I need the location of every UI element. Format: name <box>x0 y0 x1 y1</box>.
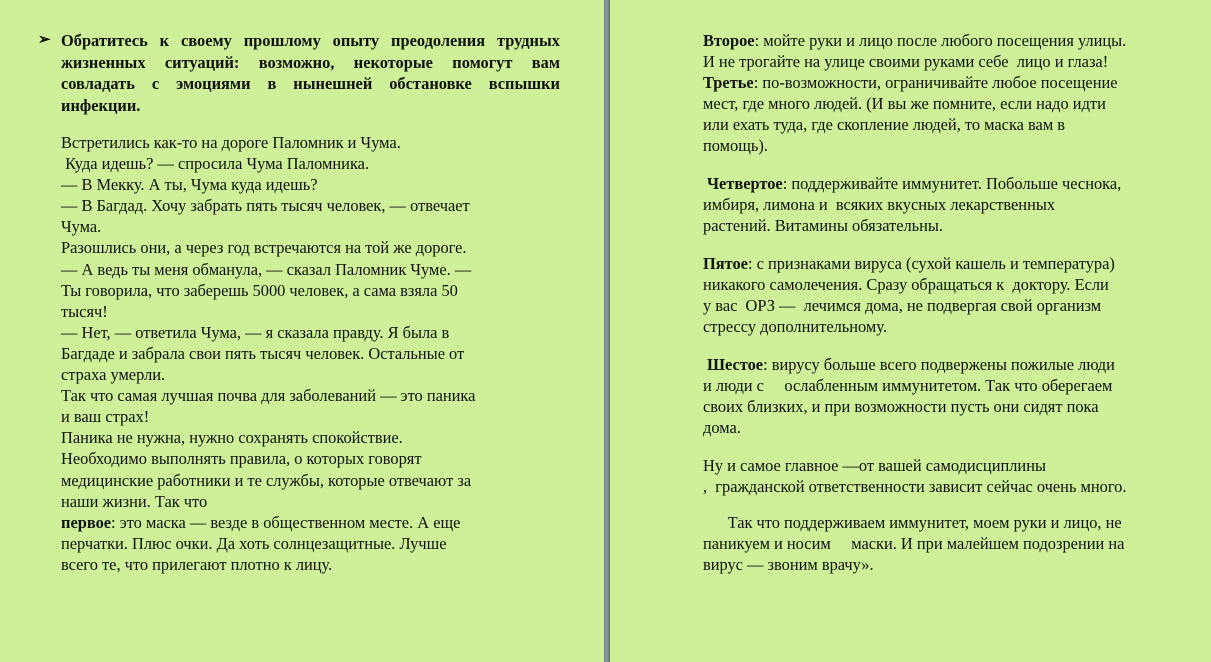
story-line: Необходимо выполнять правила, о которых говорят <box>61 449 422 469</box>
story-line: Куда идешь? — спросила Чума Паломника. <box>61 154 370 174</box>
rule-third-line: мест, где много людей. (И вы же помните, если надо идти <box>703 94 1106 114</box>
rule-sixth-block <box>703 354 1203 438</box>
story-line: страха умерли. <box>61 365 166 385</box>
story-line: — А ведь ты меня обманула, — сказал Паломник Чуме. — <box>61 259 472 279</box>
story-line: Ты говорила, что заберешь 5000 человек, а сама взяла 50 <box>61 280 458 300</box>
rule-sixth-line: дома. <box>703 418 741 438</box>
main-point-block <box>703 455 1203 497</box>
main-point-line: Ну и самое главное —от вашей самодисциплины <box>703 456 1046 475</box>
rule-third <box>703 72 1203 93</box>
rule-fourth-text: : поддерживайте иммунитет. Побольше чеснока, <box>782 174 1122 193</box>
conclusion-block <box>703 512 1203 575</box>
rule-fourth-line: имбиря, лимона и всяких вкусных лекарственных <box>703 195 1056 215</box>
rule-sixth <box>703 354 1203 375</box>
bullet-heading <box>38 30 560 116</box>
story-line: наши жизни. Так что <box>61 491 208 511</box>
story-line: и ваш страх! <box>61 407 150 427</box>
story-line: Чума. <box>61 217 102 237</box>
rule-third-line: помощь). <box>703 136 768 156</box>
story-line: — Нет, — ответила Чума, — я сказала правду. Я была в <box>61 322 450 342</box>
story-line: — В Багдад. Хочу забрать пять тысяч человек, — отвечает <box>61 196 470 216</box>
story-line: медицинские работники и те службы, которые отвечают за <box>61 470 472 490</box>
rule-fifth-line: никакого самолечения. Сразу обращаться к доктору. Если <box>703 275 1109 295</box>
story-line: Так что самая лучшая почва для заболеваний — это паника <box>61 386 476 406</box>
rule-fourth-block <box>703 173 1203 236</box>
conclusion-line: Так что поддерживаем иммунитет, моем руки и лицо, не <box>703 513 1122 532</box>
rule-sixth-text: : вирусу больше всего подвержены пожилые люди <box>763 355 1115 374</box>
rule-sixth-label: Шестое <box>707 355 764 374</box>
rule-fourth-label: Четвертое <box>707 174 783 193</box>
heading-text: Обратитесь к своему прошлому опыту преодоления трудных жизненных ситуаций: возможно, некоторые помогут вам совладать с эмоциями в нынешней обстановке вспышки инфекции. <box>61 31 560 115</box>
rule-fifth <box>703 253 1203 274</box>
rule-third-label: Третье <box>703 73 754 93</box>
rule-second-line: И не трогайте на улице своими руками себе лицо и глаза! <box>703 52 1109 72</box>
rule-second-text: : мойте руки и лицо после любого посещения улицы. <box>754 31 1127 50</box>
rule-first-line: перчатки. Плюс очки. Да хоть солнцезащитные. Лучше <box>61 533 447 553</box>
story-line: — В Мекку. А ты, Чума куда идешь? <box>61 175 318 195</box>
rule-fourth-line: растений. Витамины обязательны. <box>703 216 944 236</box>
conclusion-line: паникуем и носим маски. И при малейшем подозрении на <box>703 534 1125 554</box>
rule-second <box>703 30 1203 51</box>
story-line: Паника не нужна, нужно сохранять спокойствие. <box>61 428 403 448</box>
rule-second-third <box>703 30 1203 157</box>
arrow-bullet-icon: ➢ <box>38 32 51 48</box>
rule-fifth-line: стрессу дополнительному. <box>703 317 887 337</box>
rule-fourth <box>703 173 1203 194</box>
conclusion-line: вирус — звоним врачу». <box>703 555 874 575</box>
rule-sixth-line: и люди с ослабленным иммунитетом. Так что оберегаем <box>703 376 1113 396</box>
left-page <box>0 0 604 662</box>
rule-first <box>61 512 561 533</box>
rule-third-text: : по-возможности, ограничивайте любое посещение <box>753 73 1118 93</box>
story-text <box>61 132 561 575</box>
rule-first-text: : это маска — везде в общественном месте. А еще <box>111 512 461 532</box>
story-line: Встретились как-то на дороге Паломник и Чума. <box>61 133 401 152</box>
rule-third-line: или ехать туда, где скопление людей, то маска вам в <box>703 115 1066 135</box>
right-page <box>610 0 1211 662</box>
rule-fifth-text: : с признаками вируса (сухой кашель и температура) <box>747 254 1115 273</box>
story-line: Багдаде и забрала свои пять тысяч человек. Остальные от <box>61 343 465 363</box>
rule-second-label: Второе <box>703 31 755 50</box>
rule-fifth-label: Пятое <box>703 254 748 273</box>
rule-first-line: всего те, что прилегают плотно к лицу. <box>61 554 333 574</box>
rule-fifth-line: у вас ОРЗ — лечимся дома, не подвергая свой организм <box>703 296 1102 316</box>
rule-sixth-line: своих близких, и при возможности пусть они сидят пока <box>703 397 1099 417</box>
rule-fifth-block <box>703 253 1203 337</box>
main-point-line: , гражданской ответственности зависит сейчас очень много. <box>703 477 1127 497</box>
story-line: Разошлись они, а через год встречаются на той же дороге. <box>61 238 467 258</box>
rule-first-label: первое <box>61 512 112 532</box>
story-line: тысяч! <box>61 301 108 321</box>
